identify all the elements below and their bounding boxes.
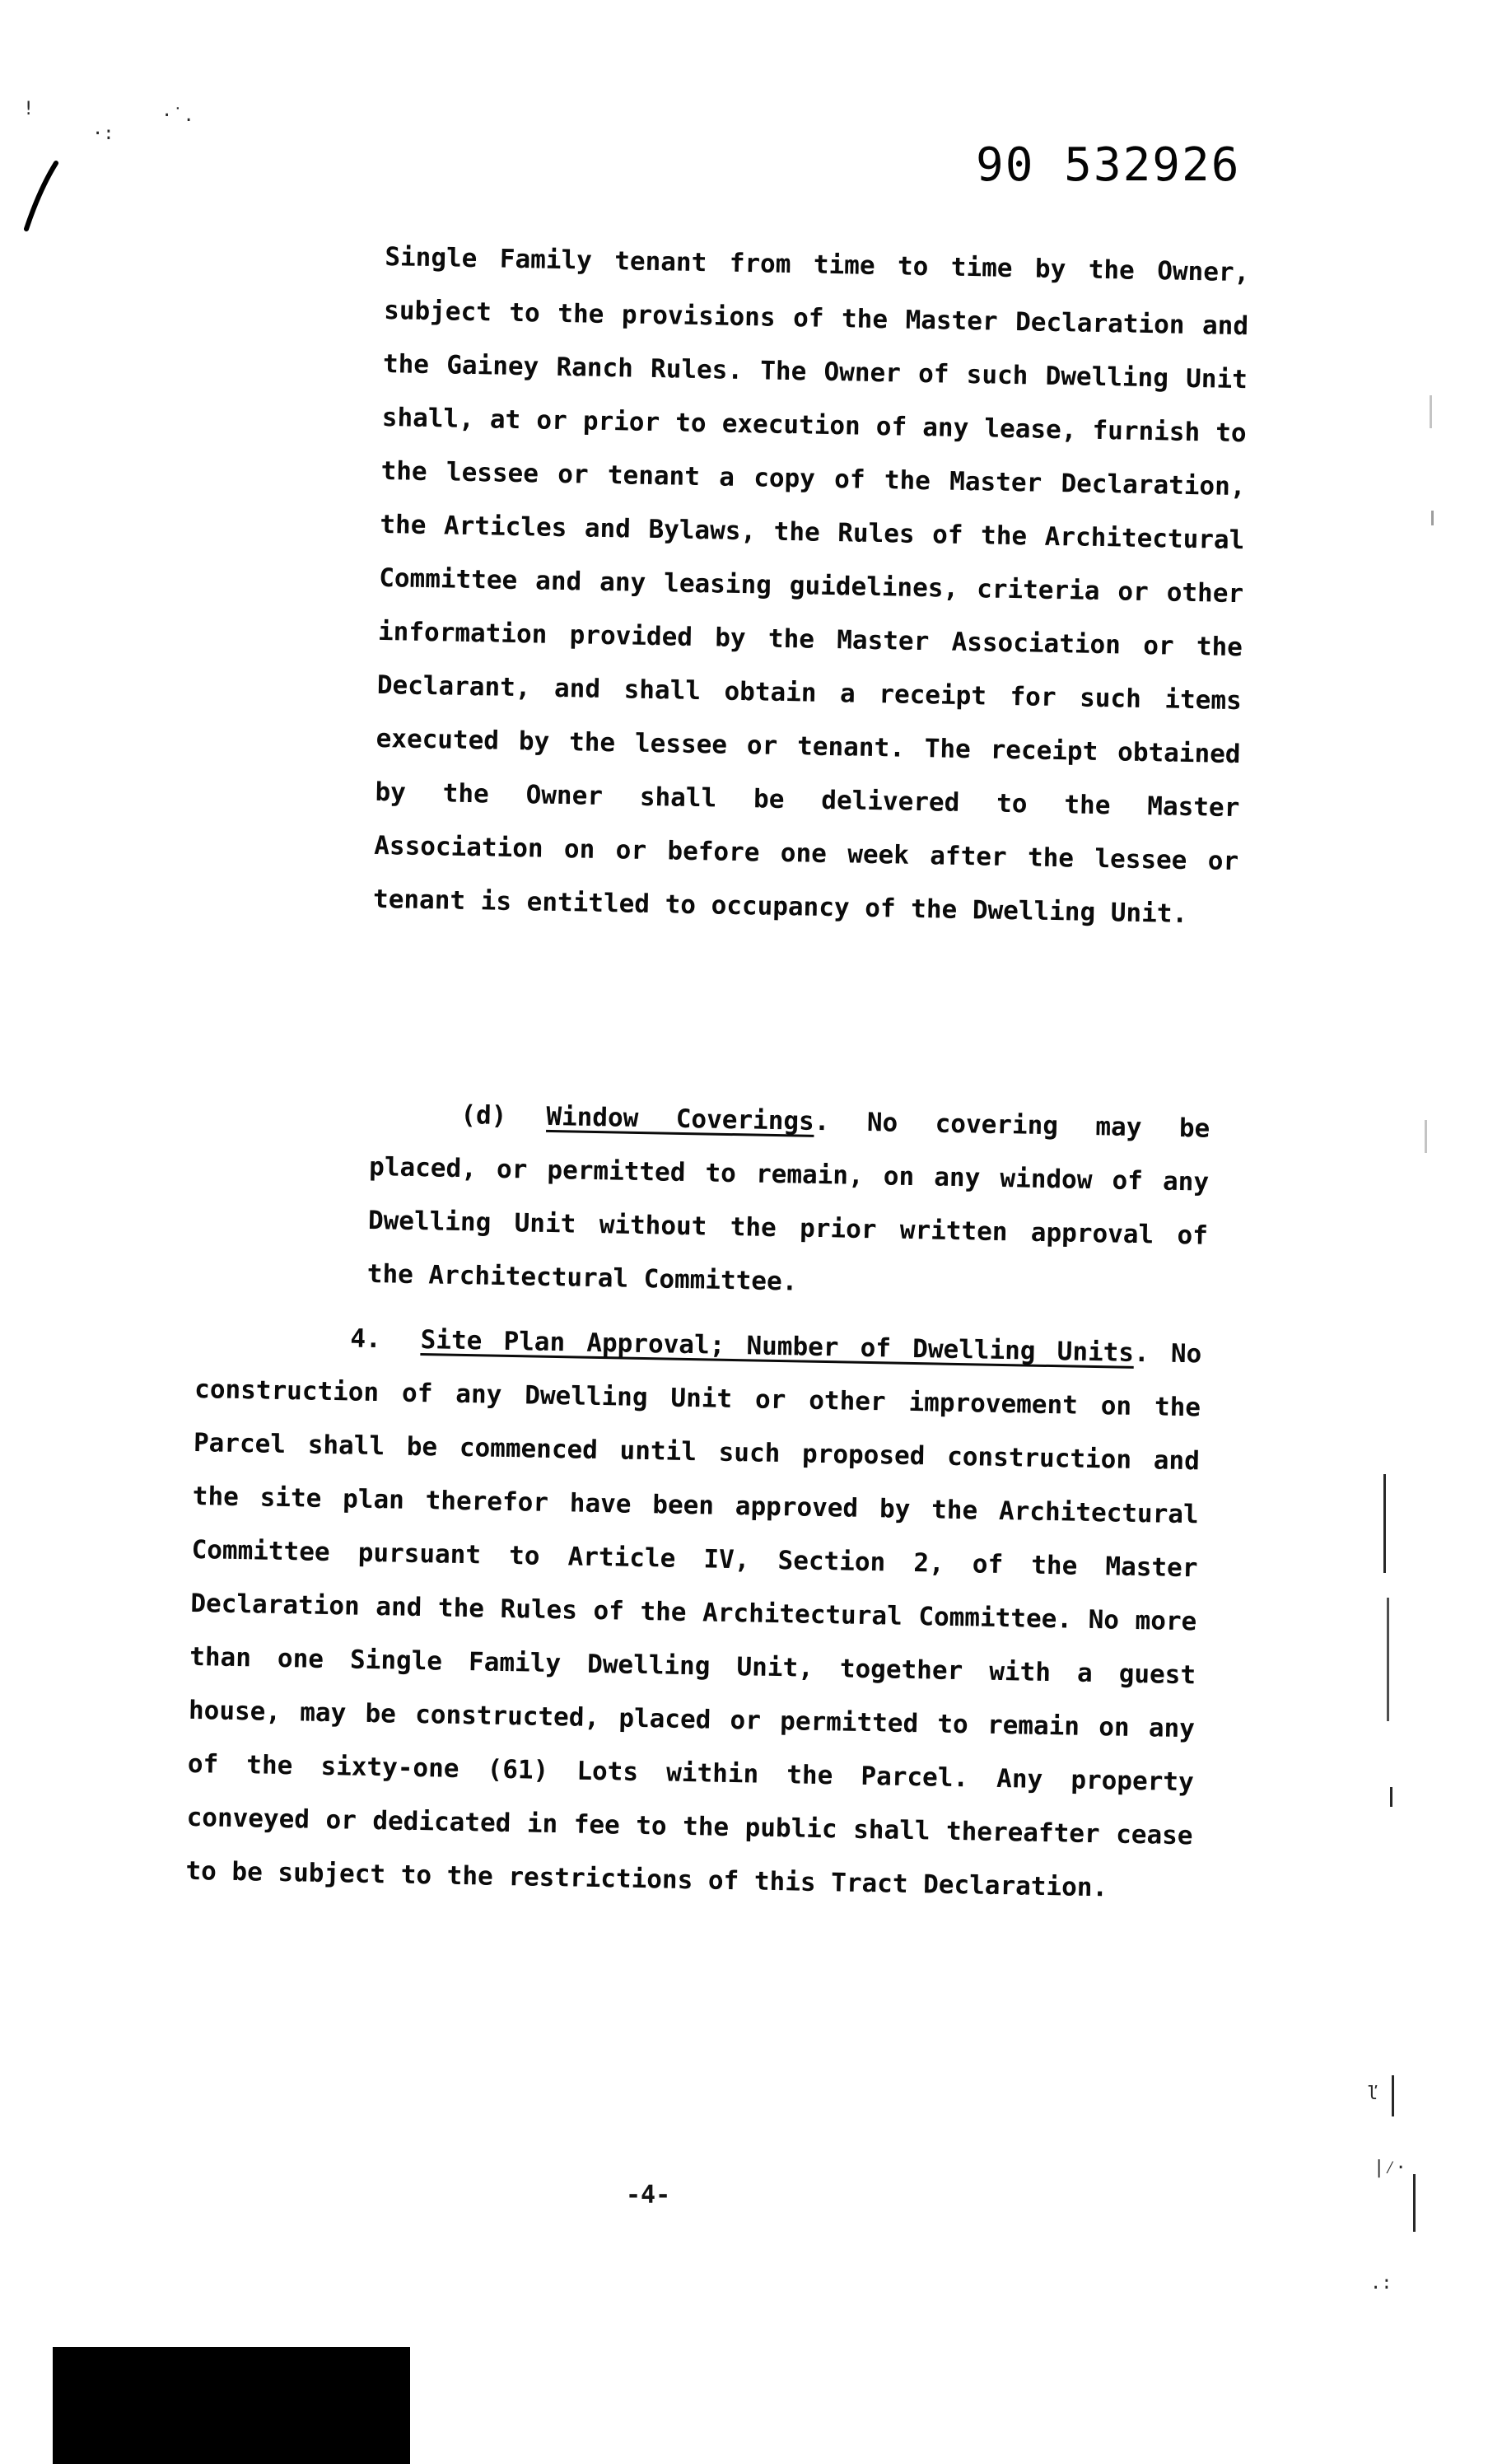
- document-number: 90 532926: [976, 138, 1241, 192]
- scan-speck: ·˙.: [161, 105, 194, 126]
- section-heading: Site Plan Approval; Number of Dwelling Units: [420, 1325, 1135, 1368]
- page-number: -4-: [626, 2181, 671, 2210]
- section-window-coverings: [366, 1087, 1210, 1317]
- section-site-plan-approval: [185, 1309, 1202, 1916]
- scan-speck: ľ: [1367, 2084, 1378, 2104]
- scan-mark: [1383, 1474, 1386, 1573]
- section-heading: Window Coverings: [546, 1101, 815, 1136]
- scan-speck: |⁄·: [1374, 2158, 1406, 2178]
- section-marker: (d): [460, 1100, 507, 1132]
- scan-speck: !: [23, 99, 35, 119]
- paragraph-text: Single Family tenant from time to time by the Owner, subject to the provisions of the Master Declaration and the Gainey Ranch Rules. The Owner of such Dwelling Unit shall, at or prior to execution of any lease, furnish to the lessee or tenant a copy of the Master Declaration, the Articles and Bylaws, the Rules of the Architectural Committee and any leasing guidelines, criteria or other information provided by the Master Association or the Declarant, and shall obtain a receipt for such items executed by the lessee or tenant. The receipt obtained by the Owner shall be delivered to the Master Association on or before one week after the lessee or tenant is entitled to occupancy of the Dwelling Unit.: [372, 241, 1250, 929]
- scan-speck: .:: [1370, 2273, 1392, 2294]
- scan-mark: [1413, 2174, 1416, 2232]
- scan-mark: [1392, 2075, 1394, 2116]
- section-text: . No covering may be placed, or permitted to remain, on any window of any Dwelling Unit without the prior written approval of the Architectural Committee.: [366, 1106, 1210, 1297]
- section-text: . No construction of any Dwelling Unit or other improvement on the Parcel shall be commenced until such proposed construction and the site plan therefor have been approved by the Architectural Committee pursuant to Article IV, Section 2, of the Master Declaration and the Rules of the Architectural Committee. No more than one Single Family Dwelling Unit, together with a guest house, may be constructed, placed or permitted to remain on any of the sixty-one (61) Lots within the Parcel. Any property conveyed or dedicated in fee to the public shall thereafter cease to be subject to the restrictions of this Tract Declaration.: [185, 1337, 1202, 1903]
- scan-mark: [1425, 1120, 1427, 1153]
- scan-mark: [1387, 1598, 1389, 1721]
- scan-speck: ·:: [92, 124, 114, 144]
- paragraph-lease-provisions: [373, 231, 1250, 942]
- redaction-bar: [53, 2347, 410, 2464]
- scan-mark: [1430, 395, 1432, 428]
- scan-mark: [1390, 1787, 1392, 1807]
- scan-mark: [1431, 511, 1434, 525]
- section-number: 4.: [350, 1323, 382, 1355]
- scan-stroke-mark: [15, 156, 64, 239]
